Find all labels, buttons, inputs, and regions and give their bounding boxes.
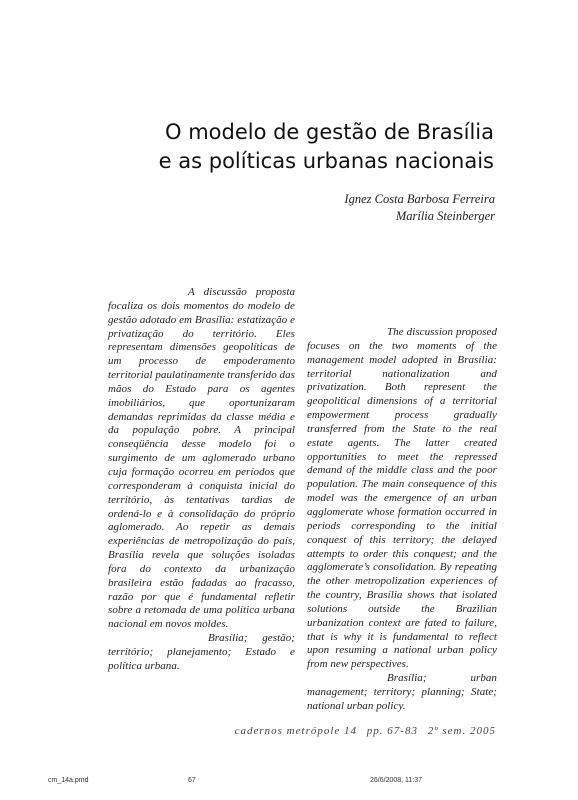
print-file-name: cm_14a.pmd (48, 777, 89, 784)
journal-footer (229, 725, 496, 737)
print-timestamp: 26/6/2008, 11:37 (370, 777, 423, 784)
print-page-number: 67 (188, 777, 196, 784)
page-range: pp. 67-83 (366, 725, 418, 737)
abstract-english (307, 326, 497, 714)
author-list (200, 191, 495, 225)
author-name: Ignez Costa Barbosa Ferreira (344, 192, 495, 206)
abstract-en-text: The discussion proposed focuses on the two moments of the management model adopted in Brasília: territorial nationalization and privatization. Both represent the geopolitical dimensions of a territorial empowerment process gradually transferred from the State to the real estate agents. The latter created opportunities to meet the repressed demand of the middle class and the poor population. The main consequence of this model was the emergence of an urban agglomerate whose formation occurred in periods corresponding to the initial conquest of this territory; the delayed attempts to order this conquest; and the agglomerate’s consolidation. By repeating the other metropolization experiences of the country, Brasília shows that isolated solutions outside the Brazilian urbanization context are fated to failure, that is why it is fundamental to reflect upon resuming a national urban policy from new perspectives. (307, 326, 497, 671)
issue-semester: 2º sem. 2005 (427, 725, 496, 737)
author-name: Marília Steinberger (395, 209, 495, 223)
abstract-pt-text: A discussão proposta focaliza os dois momentos do modelo de gestão adotado em Brasília: estatização e privatização do território. Eles representam dimensões geopolíticas de um processo de empoderamento territorial paulatinamente transferido das mãos do Estado para os agentes imobiliários, que oportunizaram demandas reprimidas da classe média e da população pobre. A principal conseqüência desse modelo foi o surgimento de um aglomerado urbano cuja formação ocorreu em períodos que corresponderam à conquista inicial do território, às tentativas tardias de ordená-lo e à consolidação do próprio aglomerado. Ao repetir as demais experiências de metropolização do país, Brasília revela que soluções isoladas fora do contexto da urbanização brasileira estão fadadas ao fracasso, razão por que é fundamental refletir sobre a retomada de uma política urbana nacional em novos moldes. (108, 286, 295, 631)
journal-name: cadernos metrópole 14 (234, 725, 358, 737)
keywords-en: Brasília; urban management; territory; planning; State; national urban policy. (307, 672, 497, 712)
article-title-line-1: O modelo de gestão de Brasília (164, 120, 494, 144)
abstract-portuguese (108, 286, 295, 674)
keywords-pt: Brasília; gestão; território; planejamento; Estado e política urbana. (108, 632, 295, 672)
article-title-line-2: e as políticas urbanas nacionais (158, 149, 494, 173)
article-title (60, 118, 494, 176)
